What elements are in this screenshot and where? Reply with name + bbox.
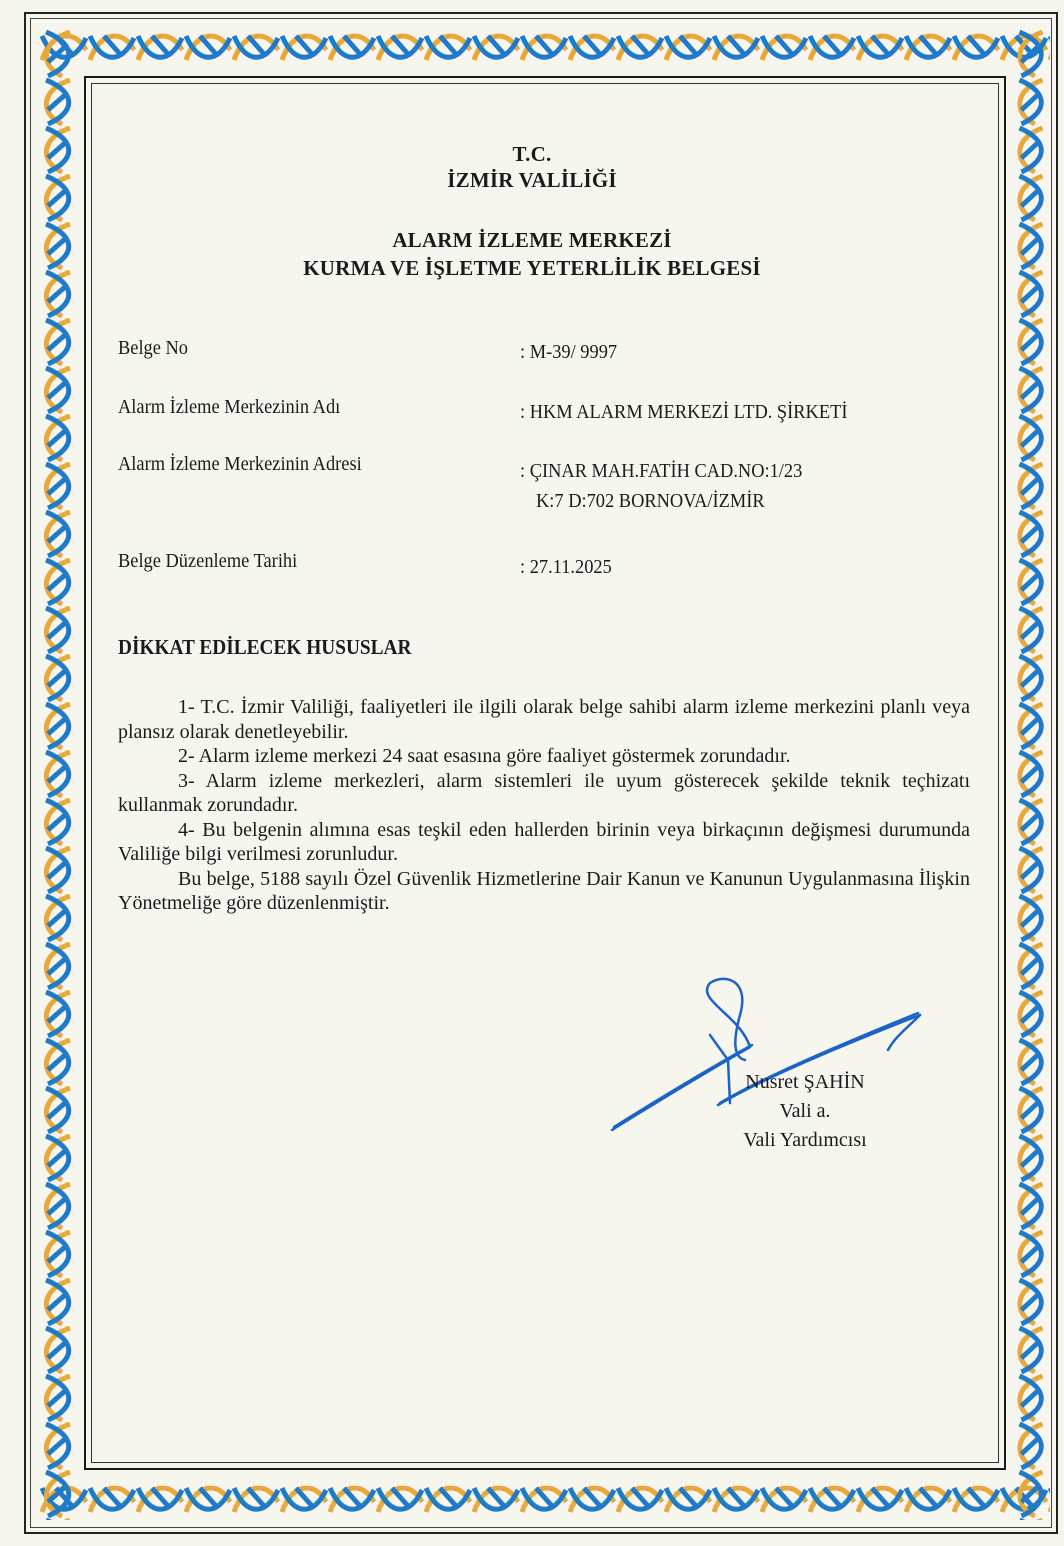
field-value-belge-no: : M-39/ 9997	[520, 341, 618, 363]
notes-section-title: DİKKAT EDİLECEK HUSUSLAR	[118, 635, 412, 659]
issuer-line-tc: T.C.	[512, 142, 552, 166]
field-label-issue-date: Belge Düzenleme Tarihi	[118, 550, 298, 572]
signatory-title-1: Vali a.	[779, 1100, 831, 1122]
braid-border-top-icon	[40, 20, 1050, 74]
note-item-4: 4- Bu belgenin alımına esas teşkil eden hallerden birinin veya birkaçının değişmesi durumunda Valiliğe bilgi verilmesi zorunludur.	[118, 818, 970, 865]
issuer-line-valilik: İZMİR VALİLİĞİ	[447, 168, 617, 192]
braid-border-bottom-icon	[40, 1472, 1050, 1526]
field-value-center-address: : ÇINAR MAH.FATİH CAD.NO:1/23	[520, 460, 803, 482]
signatory-title-2: Vali Yardımcısı	[743, 1129, 867, 1151]
note-item-1: 1- T.C. İzmir Valiliği, faaliyetleri ile ilgili olarak belge sahibi alarm izleme merkezini planlı veya plansız olarak denetleyebilir.	[118, 696, 970, 743]
document-title-line1: ALARM İZLEME MERKEZİ	[392, 228, 672, 252]
field-value-issue-date: : 27.11.2025	[520, 556, 612, 578]
legal-basis-paragraph: Bu belge, 5188 sayılı Özel Güvenlik Hizmetlerine Dair Kanun ve Kanunun Uygulanmasına İlişkin Yönetmeliğe göre düzenlenmiştir.	[118, 867, 970, 914]
note-item-2: 2- Alarm izleme merkezi 24 saat esasına göre faaliyet göstermek zorundadır.	[178, 745, 791, 767]
braid-border-right-icon	[1006, 30, 1056, 1520]
field-value-center-name: : HKM ALARM MERKEZİ LTD. ŞİRKETİ	[520, 401, 848, 423]
braid-border-left-icon	[32, 30, 84, 1520]
note-item-3: 3- Alarm izleme merkezleri, alarm sistemleri ile uyum gösterecek şekilde teknik teçhizatı kullanmak zorundadır.	[118, 769, 970, 816]
signatory-name: Nusret ŞAHİN	[745, 1071, 865, 1093]
field-label-center-name: Alarm İzleme Merkezinin Adı	[118, 396, 341, 418]
document-title-line2: KURMA VE İŞLETME YETERLİLİK BELGESİ	[303, 256, 761, 280]
signatory-block	[690, 1068, 920, 1155]
notes-list	[118, 695, 970, 916]
field-value-center-address-line2: K:7 D:702 BORNOVA/İZMİR	[536, 490, 765, 512]
field-label-center-address: Alarm İzleme Merkezinin Adresi	[118, 453, 362, 475]
field-label-belge-no: Belge No	[118, 337, 189, 359]
